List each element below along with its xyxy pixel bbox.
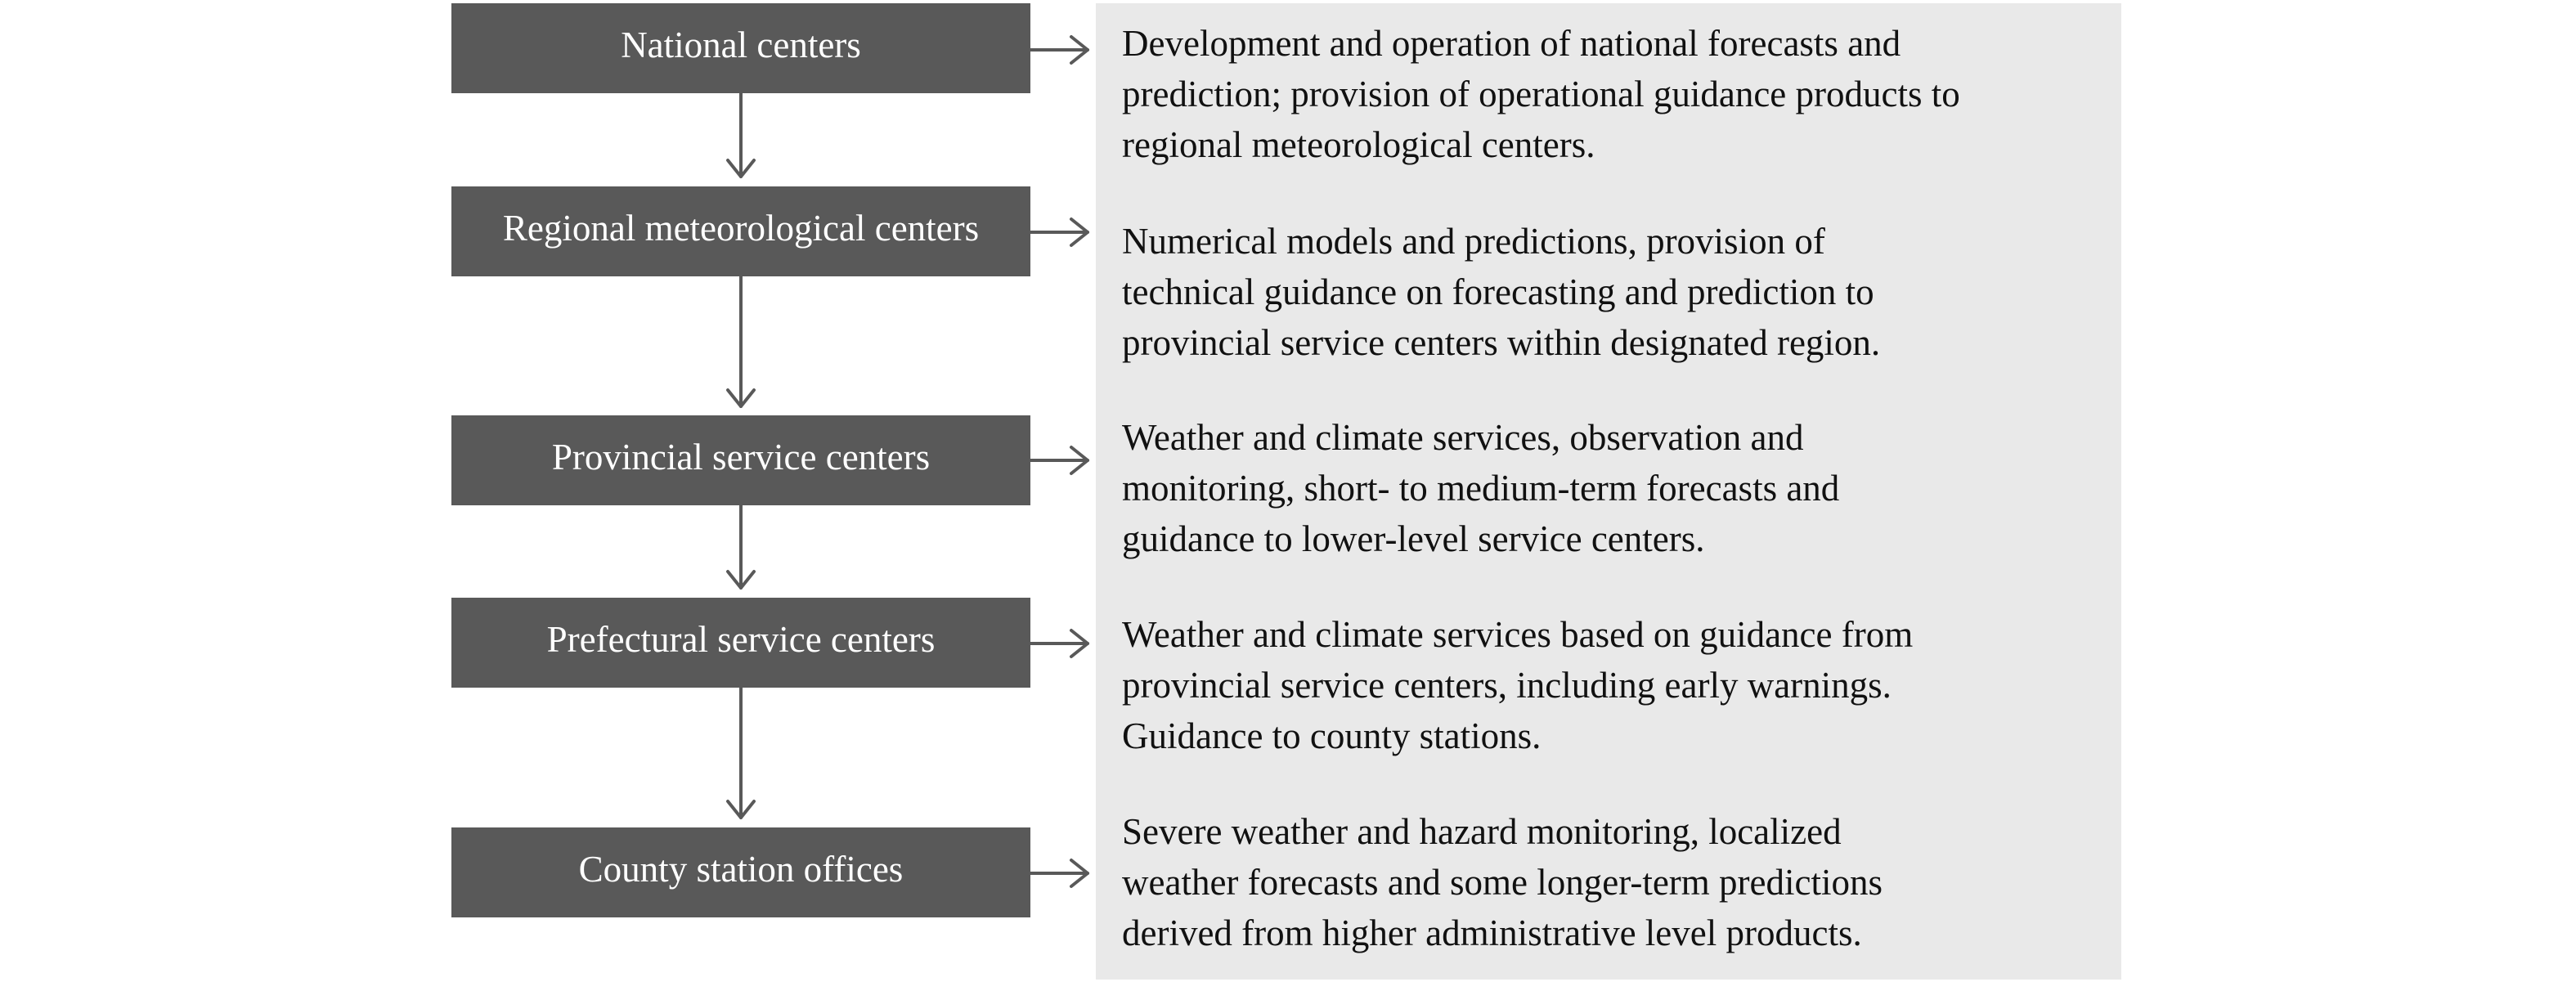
right-arrow-2 <box>1030 219 1088 245</box>
level-box-national <box>451 3 1030 93</box>
down-arrow-2 <box>728 276 754 406</box>
description-national <box>1122 18 2095 170</box>
description-line: guidance to lower-level service centers. <box>1122 518 1705 559</box>
level-box-county <box>451 827 1030 917</box>
level-box-prefectural <box>451 598 1030 688</box>
level-label: National centers <box>621 25 861 65</box>
description-provincial <box>1122 412 2095 564</box>
description-line: Weather and climate services based on guidance from <box>1122 614 1914 655</box>
description-line: Severe weather and hazard monitoring, localized <box>1122 811 1842 852</box>
description-line: Guidance to county stations. <box>1122 715 1542 756</box>
description-line: Weather and climate services, observation and <box>1122 417 1804 458</box>
description-prefectural <box>1122 609 2095 761</box>
description-line: technical guidance on forecasting and prediction to <box>1122 271 1874 312</box>
description-line: provincial service centers, including early warnings. <box>1122 665 1892 706</box>
level-box-regional <box>451 186 1030 276</box>
description-line: derived from higher administrative level products. <box>1122 912 1862 953</box>
description-line: Numerical models and predictions, provision of <box>1122 221 1825 262</box>
down-arrow-3 <box>728 504 754 588</box>
description-line: weather forecasts and some longer-term predictions <box>1122 862 1883 903</box>
right-arrow-1 <box>1030 37 1088 63</box>
down-arrow-1 <box>728 93 754 177</box>
right-arrow-5 <box>1030 860 1088 886</box>
description-line: provincial service centers within designated region. <box>1122 322 1881 363</box>
description-line: prediction; provision of operational guidance products to <box>1122 74 1960 114</box>
right-arrow-3 <box>1030 447 1088 473</box>
level-box-provincial <box>451 415 1030 505</box>
level-label: County station offices <box>578 849 904 890</box>
description-line: monitoring, short- to medium-term forecasts and <box>1122 468 1840 509</box>
level-label: Provincial service centers <box>551 437 931 478</box>
description-line: regional meteorological centers. <box>1122 124 1595 165</box>
level-label: Prefectural service centers <box>546 619 936 660</box>
description-line: Development and operation of national forecasts and <box>1122 23 1901 64</box>
right-arrow-4 <box>1030 630 1088 657</box>
level-label: Regional meteorological centers <box>502 208 980 249</box>
down-arrow-4 <box>728 688 754 818</box>
description-regional <box>1122 216 2095 368</box>
description-county <box>1122 806 2095 958</box>
